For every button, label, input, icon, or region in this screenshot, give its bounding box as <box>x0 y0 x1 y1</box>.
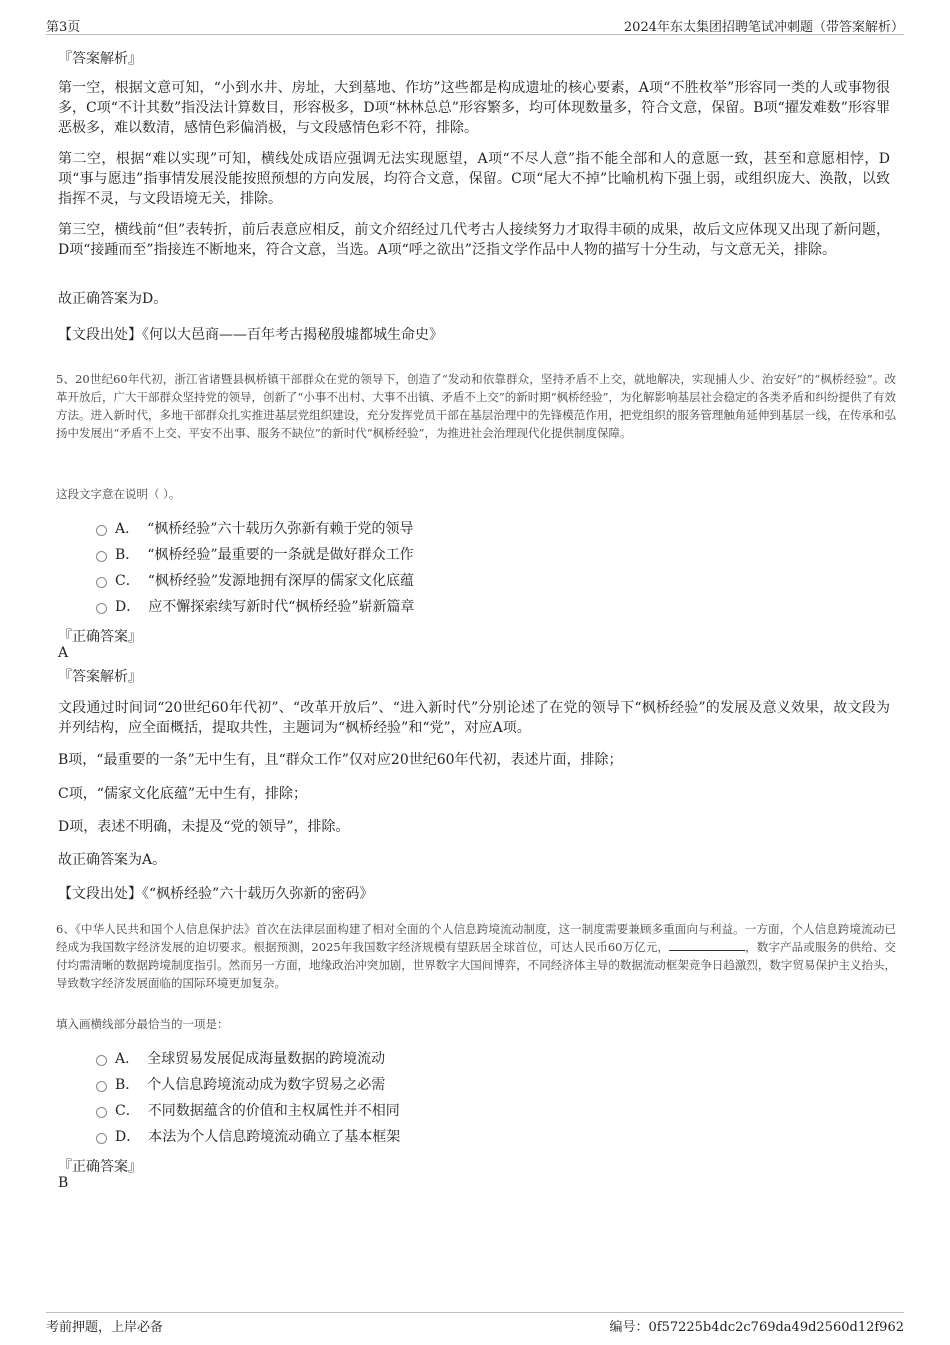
option-a[interactable] <box>96 1050 385 1068</box>
option-b[interactable] <box>96 546 414 564</box>
analysis-conclusion: 故正确答案为D。 <box>58 291 168 307</box>
fill-blank <box>669 938 745 951</box>
page-footer <box>46 1312 904 1335</box>
page-number: 第3页 <box>46 20 81 35</box>
question-6-text <box>56 920 896 992</box>
radio-icon[interactable] <box>96 1081 107 1092</box>
correct-answer-label: 『正确答案』 <box>58 1159 142 1175</box>
option-b[interactable] <box>96 1076 385 1094</box>
source-citation: 【文段出处】《何以大邑商——百年考古揭秘殷墟都城生命史》 <box>58 327 443 343</box>
option-text: 不同数据蕴含的价值和主权属性并不相同 <box>147 1103 400 1119</box>
document-title: 2024年东太集团招聘笔试冲刺题（带答案解析） <box>623 20 904 35</box>
question-5-text: 5、20世纪60年代初，浙江省诸暨县枫桥镇干部群众在党的领导下，创造了“发动和依靠群众，坚持矛盾不上交，就地解决，实现捕人少、治安好”的“枫桥经验”。改革开放后，广大干部群众坚持党的领导，创新了“小事不出村、大事不出镇、矛盾不上交”的新时期“枫桥经验”，为化解影响基层社会稳定的各类矛盾和纠纷提供了有效方法。进入新时代，多地干部群众扎实推进基层党组织建设，充分发挥党员干部在基层治理中的先锋模范作用，把党组织的服务管理触角延伸到基层一线，在传承和弘扬中发展出“矛盾不上交、平安不出事、服务不缺位”的新时代“枫桥经验”，为推进社会治理现代化提供制度保障。 <box>56 372 897 440</box>
radio-icon[interactable] <box>96 1107 107 1118</box>
analysis-paragraph: 第三空，横线前“但”表转折，前后表意应相反，前文介绍经过几代考古人接续努力才取得丰硕的成果，故后文应体现又出现了新问题，D项“接踵而至”指接连不断地来，符合文意，当选。A项“呼之欲出”泛指文学作品中人物的描写十分生动，与文意无关，排除。 <box>58 222 890 258</box>
correct-answer-label: 『正确答案』 <box>58 629 142 645</box>
radio-icon[interactable] <box>96 551 107 562</box>
analysis-paragraph: C项，“儒家文化底蕴”无中生有，排除； <box>58 786 308 802</box>
radio-icon[interactable] <box>96 603 107 614</box>
option-text: “枫桥经验”六十载历久弥新有赖于党的领导 <box>147 521 414 537</box>
option-letter: A． <box>115 521 140 537</box>
footer-slogan: 考前押题，上岸必备 <box>46 1320 164 1335</box>
radio-icon[interactable] <box>96 577 107 588</box>
question-6-text-after: ，数字产品或服务的供给、交付均需清晰的数据跨境制度指引。然而另一方面，地缘政治冲突加剧，世界数字大国间博弈，不同经济体主导的数据流动框架竞争日趋激烈，数字贸易保护主义抬头，导致数字经济发展面临的国际环境更加复杂。 <box>56 940 896 990</box>
question-6-prompt: 填入画横线部分最恰当的一项是： <box>56 1017 229 1031</box>
option-text: “枫桥经验”最重要的一条就是做好群众工作 <box>147 547 414 563</box>
question-6-text-before: 6、《中华人民共和国个人信息保护法》首次在法律层面构建了相对全面的个人信息跨境流动制度，这一制度需要兼顾多重面向与利益。一方面，个人信息跨境流动已经成为我国数字经济发展的迫切要求。根据预测，2025年我国数字经济规模有望跃居全球首位，可达人民币60万亿元， <box>56 922 896 954</box>
radio-icon[interactable] <box>96 525 107 536</box>
option-text: 本法为个人信息跨境流动确立了基本框架 <box>148 1129 401 1145</box>
option-letter: D． <box>115 599 141 615</box>
option-text: “枫桥经验”发源地拥有深厚的儒家文化底蕴 <box>147 573 415 589</box>
analysis-paragraph: D项，表述不明确，未提及“党的领导”，排除。 <box>58 819 350 835</box>
option-d[interactable] <box>96 1128 400 1146</box>
analysis-paragraph: 第二空，根据“难以实现”可知，横线处成语应强调无法实现愿望，A项“不尽人意”指不能全部和人的意愿一致，甚至和意愿相悖，D项“事与愿违”指事情发展没能按照预想的方向发展，均符合文意，保留。C项“尾大不掉”比喻机构下强上弱，或组织庞大、涣散，以致指挥不灵，与文段语境无关，排除。 <box>58 151 890 207</box>
option-text: 全球贸易发展促成海量数据的跨境流动 <box>147 1051 386 1067</box>
radio-icon[interactable] <box>96 1133 107 1144</box>
option-letter: B． <box>115 1077 140 1093</box>
option-d[interactable] <box>96 598 415 616</box>
option-text: 应不懈探索续写新时代“枫桥经验”崭新篇章 <box>148 599 415 615</box>
option-letter: C． <box>115 573 140 589</box>
option-c[interactable] <box>96 572 414 590</box>
analysis-paragraph: 文段通过时间词“20世纪60年代初”、“改革开放后”、“进入新时代”分别论述了在党的领导下“枫桥经验”的发展及意义效果，故文段为并列结构，应全面概括，提取共性，主题词为“枫桥经验”和“党”，对应A项。 <box>58 700 890 736</box>
correct-answer: B <box>58 1175 69 1191</box>
option-letter: B． <box>115 547 140 563</box>
option-a[interactable] <box>96 520 413 538</box>
radio-icon[interactable] <box>96 1055 107 1066</box>
option-letter: A． <box>115 1051 140 1067</box>
correct-answer: A <box>58 645 69 661</box>
question-5-prompt: 这段文字意在说明（ ）。 <box>56 487 181 501</box>
page-header <box>46 14 904 35</box>
analysis-paragraph: B项，“最重要的一条”无中生有，且“群众工作”仅对应20世纪60年代初，表述片面，排除； <box>58 752 623 768</box>
analysis-paragraph: 第一空，根据文意可知，“小到水井、房址，大到墓地、作坊”这些都是构成遗址的核心要素，A项“不胜枚举”形容同一类的人或事物很多，C项“不计其数”指没法计算数目，形容极多，D项“林林总总”形容繁多，均可体现数量多，符合文意，保留。B项“擢发难数”形容罪恶极多，难以数清，感情色彩偏消极，与文段感情色彩不符，排除。 <box>58 80 890 136</box>
source-citation: 【文段出处】《“枫桥经验”六十载历久弥新的密码》 <box>58 886 374 902</box>
analysis-label: 『答案解析』 <box>58 669 142 685</box>
analysis-label: 『答案解析』 <box>58 51 142 67</box>
option-text: 个人信息跨境流动成为数字贸易之必需 <box>147 1077 386 1093</box>
option-letter: D． <box>115 1129 141 1145</box>
document-code: 编号：0f57225b4dc2c769da49d2560d12f962 <box>609 1320 904 1335</box>
option-letter: C． <box>115 1103 140 1119</box>
option-c[interactable] <box>96 1102 400 1120</box>
analysis-conclusion: 故正确答案为A。 <box>58 852 167 868</box>
